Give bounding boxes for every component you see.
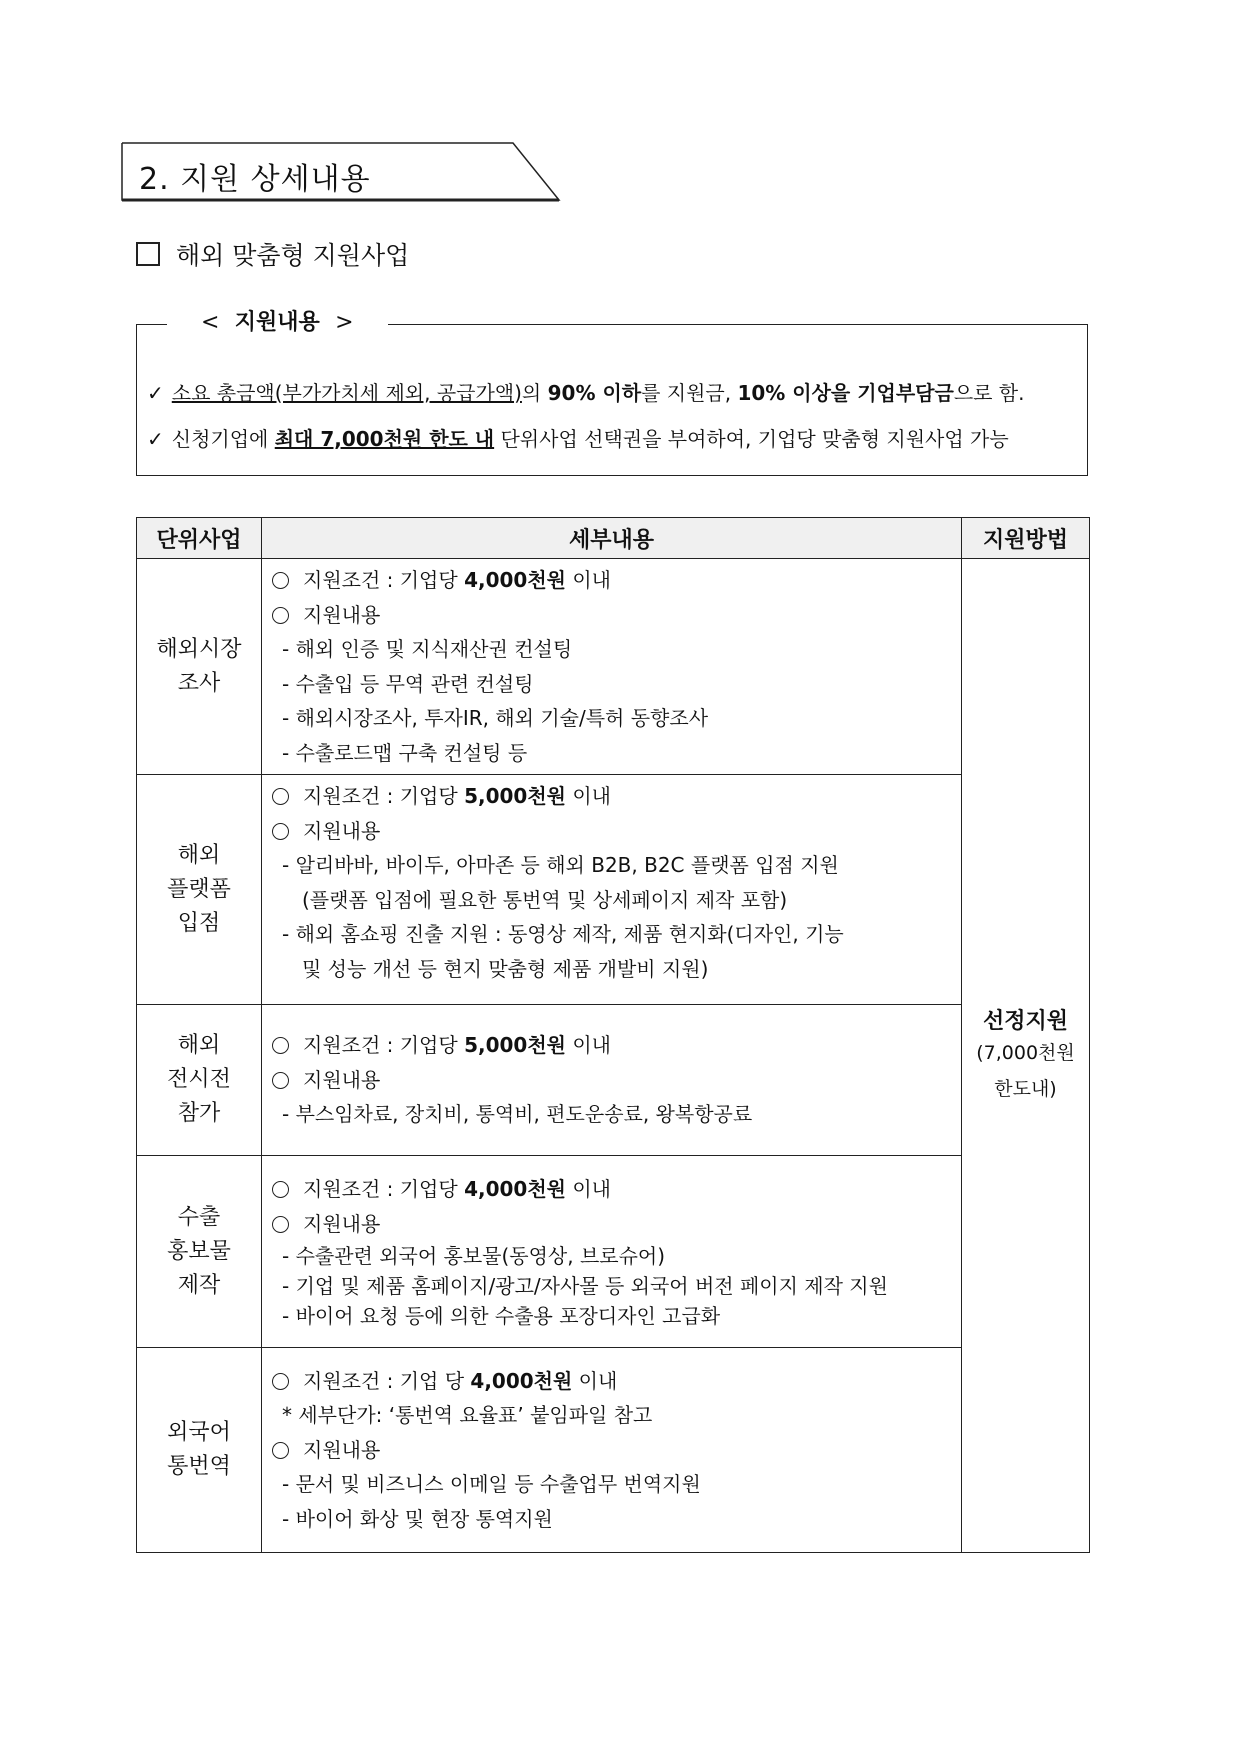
table-row [137, 1348, 1090, 1553]
content-label: 지원내용 [303, 1211, 381, 1236]
table-row [137, 775, 1090, 1005]
check-icon: ✓ [147, 427, 164, 451]
unit-name [137, 1156, 262, 1348]
list-item: - 부스임차료, 장치비, 통역비, 편도운송료, 왕복항공료 [282, 1102, 753, 1127]
header-details: 세부내용 [262, 518, 962, 559]
support-details-table [136, 517, 1090, 1553]
condition-line [272, 1028, 961, 1063]
method-sub: 한도내) [994, 1078, 1057, 1100]
info-line-limit [147, 423, 1009, 452]
list-item: - 바이어 화상 및 현장 통역지원 [282, 1506, 553, 1531]
condition-line [272, 1364, 961, 1399]
unit-line: 수출 [177, 1204, 221, 1230]
method-main: 선정지원 [982, 1009, 1068, 1034]
unit-line: 해외시장 [156, 636, 242, 662]
detail-cell [262, 1156, 962, 1348]
section-heading [121, 142, 561, 202]
circle-icon [272, 1216, 289, 1233]
info-text: 신청기업에 [171, 427, 275, 451]
info-line-cost-share [147, 377, 1025, 406]
checkbox-icon [136, 242, 160, 266]
unit-line: 홍보물 [167, 1238, 231, 1264]
condition-amount: 4,000천원 [464, 568, 566, 592]
table-row [137, 1156, 1090, 1348]
legend-open-bracket: < [201, 310, 220, 335]
condition-text: 이내 [565, 1177, 611, 1201]
condition-amount: 4,000천원 [470, 1368, 573, 1393]
circle-icon [272, 572, 289, 589]
list-item: - 해외시장조사, 투자IR, 해외 기술/특허 동향조사 [282, 706, 709, 730]
circle-icon [272, 607, 289, 624]
condition-line [272, 1172, 961, 1207]
unit-line: 전시전 [167, 1067, 231, 1092]
condition-line [272, 563, 961, 598]
circle-icon [272, 823, 289, 840]
condition-text: 이내 [572, 1368, 618, 1393]
list-item: - 바이어 요청 등에 의한 수출용 포장디자인 고급화 [282, 1304, 721, 1328]
condition-text: 이내 [565, 784, 611, 808]
unit-line: 제작 [177, 1272, 221, 1298]
info-text: 를 지원금, [641, 381, 738, 405]
table-row [137, 559, 1090, 775]
content-label-line [272, 1433, 961, 1468]
support-method-cell [962, 559, 1090, 1553]
content-label: 지원내용 [303, 818, 381, 843]
condition-text: 지원조건 : 기업 당 [303, 1368, 471, 1393]
legend-text: 지원내용 [234, 310, 320, 335]
circle-icon [272, 1037, 289, 1054]
info-text: 의 [521, 381, 548, 405]
content-label-line [272, 1207, 961, 1242]
list-item: - 알리바바, 바이두, 아마존 등 해외 B2B, B2C 플랫폼 입점 지원 [282, 853, 839, 877]
condition-amount: 4,000천원 [464, 1177, 566, 1201]
unit-line: 입점 [177, 910, 221, 936]
circle-icon [272, 1072, 289, 1089]
header-method: 지원방법 [962, 518, 1090, 559]
condition-line [272, 779, 961, 814]
info-box-legend [167, 305, 388, 336]
table-header-row [137, 518, 1090, 559]
support-ratio: 90% 이하 [547, 381, 642, 405]
list-item: - 수출로드맵 구축 컨설팅 등 [282, 740, 528, 765]
unit-name [137, 1005, 262, 1156]
info-text: 단위사업 선택권을 부여하여, 기업당 맞춤형 지원사업 가능 [494, 427, 1009, 451]
info-text: 으로 함. [953, 381, 1025, 405]
unit-line: 해외 [177, 1033, 221, 1058]
circle-icon [272, 1181, 289, 1198]
condition-text: 지원조건 : 기업당 [303, 1033, 465, 1058]
content-label-line [272, 598, 961, 633]
content-label: 지원내용 [303, 1437, 381, 1462]
legend-close-bracket: > [335, 310, 354, 335]
condition-text: 지원조건 : 기업당 [303, 568, 465, 592]
unit-line: 조사 [177, 670, 221, 696]
subsection-heading [136, 236, 409, 272]
unit-line: 통번역 [167, 1454, 231, 1479]
method-sub: (7,000천원 [976, 1042, 1075, 1064]
condition-text: 이내 [565, 1033, 611, 1058]
detail-cell [262, 775, 962, 1005]
detail-cell [262, 1005, 962, 1156]
list-item: - 기업 및 제품 홈페이지/광고/자사몰 등 외국어 버전 페이지 제작 지원 [282, 1274, 888, 1298]
section-title: 2. 지원 상세내용 [139, 162, 371, 197]
list-item: (플랫폼 입점에 필요한 통번역 및 상세페이지 제작 포함) [302, 887, 788, 912]
list-item: - 해외 홈쇼핑 진출 지원 : 동영상 제작, 제품 현지화(디자인, 기능 [282, 922, 844, 946]
condition-text: 지원조건 : 기업당 [303, 1177, 465, 1201]
unit-name [137, 775, 262, 1005]
unit-line: 플랫폼 [167, 876, 231, 902]
company-share-ratio: 10% 이상을 기업부담금 [737, 381, 954, 405]
rate-note: * 세부단가: ‘통번역 요율표’ 붙임파일 참고 [282, 1403, 653, 1428]
support-limit: 최대 7,000천원 한도 내 [274, 427, 495, 451]
support-info-box [136, 310, 1088, 476]
list-item: - 해외 인증 및 지식재산권 컨설팅 [282, 637, 573, 661]
unit-line: 참가 [177, 1101, 221, 1126]
header-unit: 단위사업 [137, 518, 262, 559]
unit-name [137, 1348, 262, 1553]
list-item: - 수출입 등 무역 관련 컨설팅 [282, 671, 534, 696]
circle-icon [272, 1373, 289, 1390]
unit-line: 외국어 [167, 1420, 231, 1445]
table-row [137, 1005, 1090, 1156]
subsection-title: 해외 맞춤형 지원사업 [176, 241, 410, 270]
check-icon: ✓ [147, 381, 164, 405]
list-item: 및 성능 개선 등 현지 맞춤형 제품 개발비 지원) [302, 956, 709, 981]
detail-cell [262, 1348, 962, 1553]
list-item: - 문서 및 비즈니스 이메일 등 수출업무 번역지원 [282, 1472, 701, 1497]
detail-cell [262, 559, 962, 775]
circle-icon [272, 1442, 289, 1459]
total-cost-label: 소요 총금액(부가가치세 제외, 공급가액) [171, 381, 522, 405]
content-label-line [272, 1063, 961, 1098]
condition-amount: 5,000천원 [464, 784, 566, 808]
condition-text: 지원조건 : 기업당 [303, 784, 465, 808]
circle-icon [272, 788, 289, 805]
list-item: - 수출관련 외국어 홍보물(동영상, 브로슈어) [282, 1244, 666, 1268]
content-label-line [272, 814, 961, 849]
condition-text: 이내 [565, 568, 611, 592]
unit-name [137, 559, 262, 775]
content-label: 지원내용 [303, 1067, 381, 1092]
unit-line: 해외 [177, 842, 221, 868]
condition-amount: 5,000천원 [464, 1033, 566, 1058]
content-label: 지원내용 [303, 602, 381, 627]
